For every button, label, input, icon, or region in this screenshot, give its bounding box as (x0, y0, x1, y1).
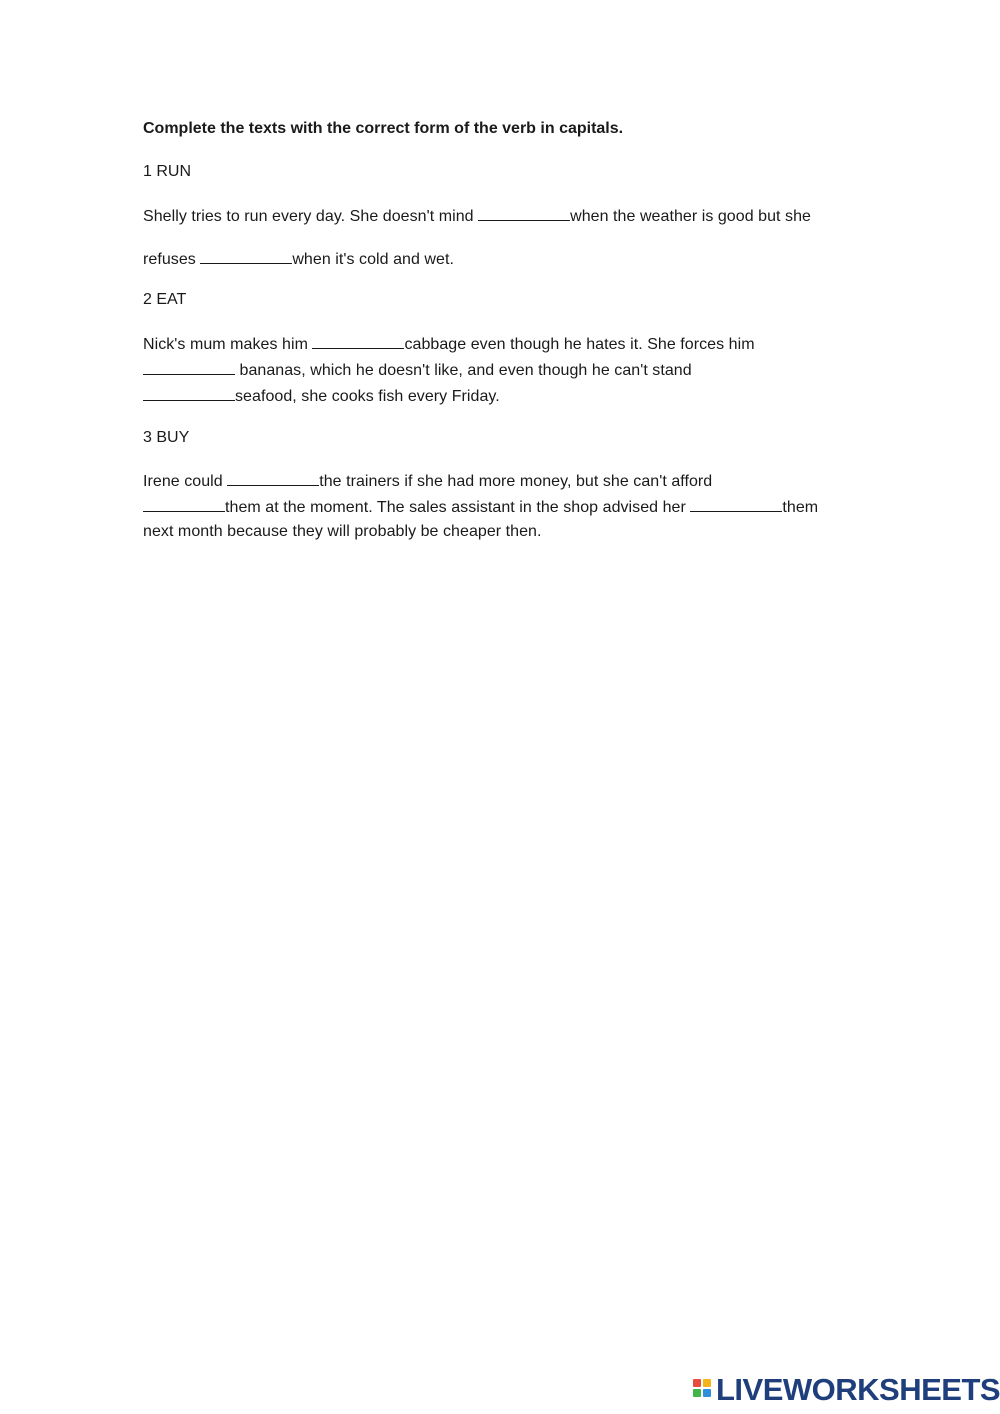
text-segment: seafood, she cooks fish every Friday. (235, 388, 500, 405)
liveworksheets-logo (693, 1373, 1000, 1407)
exercise-2-line-2 (143, 360, 692, 380)
answer-blank-7[interactable] (143, 497, 225, 512)
logo-text: LIVEWORKSHEETS (716, 1372, 1000, 1407)
exercise-3-line-3 (143, 523, 542, 541)
exercise-1-line-2 (143, 249, 454, 269)
exercise-1-line-1 (143, 206, 811, 226)
text-segment: when it's cold and wet. (292, 251, 454, 268)
answer-blank-5[interactable] (143, 386, 235, 401)
answer-blank-8[interactable] (690, 497, 782, 512)
text-segment: them (782, 499, 819, 516)
text-segment: next month because they will probably be cheaper then. (143, 523, 542, 540)
logo-mark-icon (693, 1377, 713, 1403)
logo-square-blue (703, 1389, 711, 1397)
exercise-2-line-3 (143, 386, 500, 406)
logo-square-red (693, 1379, 701, 1387)
text-segment: Irene could (143, 473, 228, 490)
text-segment: bananas, which he doesn't like, and even though he can't stand (235, 362, 692, 379)
text-segment: when the weather is good but she (570, 208, 811, 225)
answer-blank-4[interactable] (143, 360, 235, 375)
exercise-heading-2: 2 EAT (143, 291, 187, 308)
exercise-heading-3: 3 BUY (143, 429, 190, 446)
exercise-2-line-1 (143, 334, 755, 354)
exercise-3-line-1 (143, 471, 712, 491)
text-segment: the trainers if she had more money, but she can't afford (319, 473, 713, 490)
logo-square-green (693, 1389, 701, 1397)
text-segment: cabbage even though he hates it. She forces him (404, 336, 755, 353)
logo-square-yellow (703, 1379, 711, 1387)
answer-blank-3[interactable] (312, 334, 404, 349)
answer-blank-6[interactable] (227, 471, 319, 486)
instruction-text: Complete the texts with the correct form of the verb in capitals. (143, 120, 624, 137)
answer-blank-2[interactable] (200, 249, 292, 264)
exercise-3-line-2 (143, 497, 818, 517)
text-segment: Nick's mum makes him (143, 336, 313, 353)
text-segment: refuses (143, 251, 201, 268)
text-segment: them at the moment. The sales assistant in the shop advised her (225, 499, 691, 516)
text-segment: Shelly tries to run every day. She doesn't mind (143, 208, 479, 225)
answer-blank-1[interactable] (478, 206, 570, 221)
exercise-heading-1: 1 RUN (143, 163, 192, 180)
